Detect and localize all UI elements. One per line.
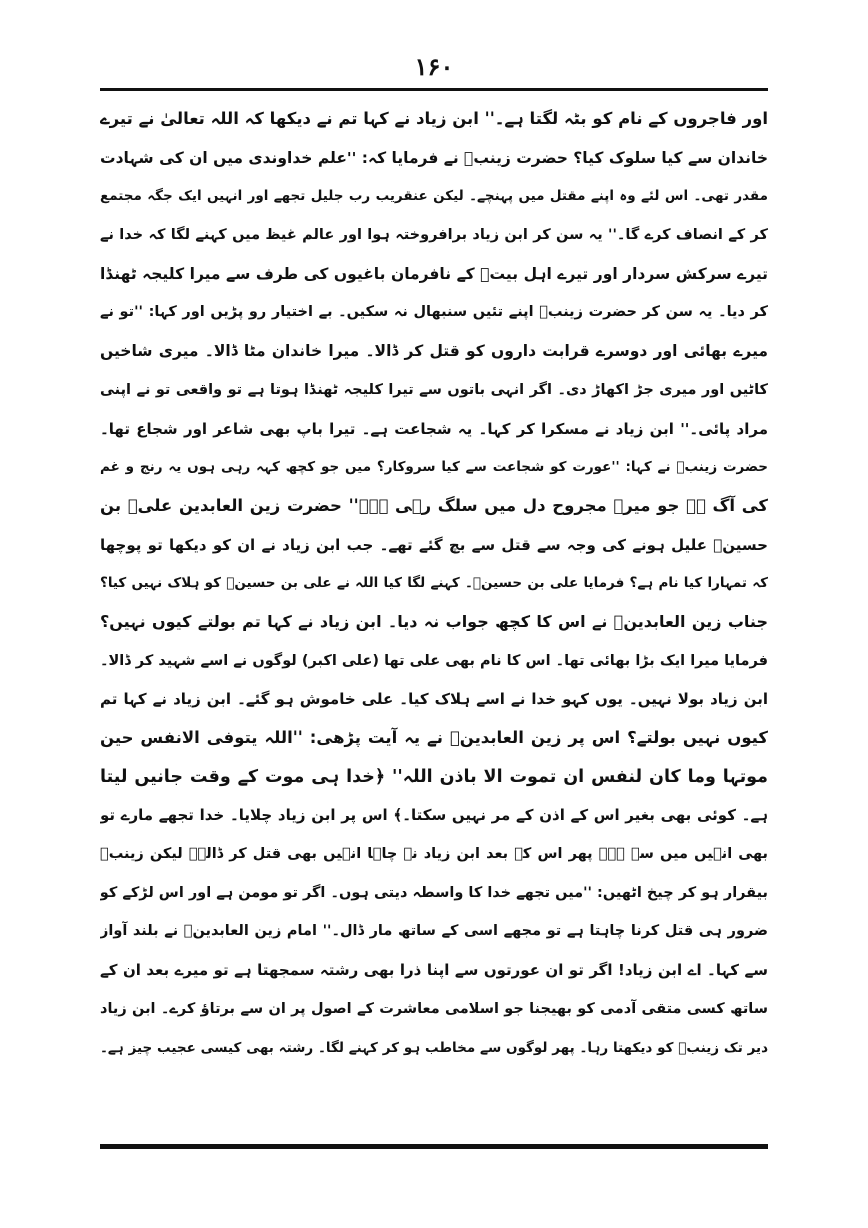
text-line: بھی انہیں میں سے ہے۔ پھر اس کے بعد ابن زیاد نے چاہا انہیں بھی قتل کر ڈالے۔ لیکن زینبؓ xyxy=(100,846,768,863)
text-line: کر کے انصاف کرے گا۔'' یہ سن کر ابن زیاد برافروختہ ہوا اور عالم غیظ میں کہنے لگا کہ خدا نے xyxy=(100,227,768,244)
footer-rule xyxy=(100,1144,768,1149)
text-line: فرمایا میرا ایک بڑا بھائی تھا۔ اس کا نام بھی علی تھا (علی اکبر) لوگوں نے اسے شہید کر ڈالا۔ xyxy=(100,652,768,669)
text-line: موتہا وما کان لنفس ان تموت الا باذن اللہ'' ﴿خدا ہی موت کے وقت جانیں لیتا xyxy=(100,766,768,787)
page-number: ۱۶۰ xyxy=(414,52,454,81)
text-line: کر دیا۔ یہ سن کر حضرت زینبؓ اپنے تئیں سنبھال نہ سکیں۔ بے اختیار رو پڑیں اور کہا: ''تو نے xyxy=(100,304,768,321)
text-line: مقدر تھی۔ اس لئے وہ اپنے مقتل میں پہنچے۔ لیکن عنقریب رب جلیل تجھے اور انہیں ایک جگہ مجتمع xyxy=(100,188,768,205)
text-line: ضرور ہی قتل کرنا چاہتا ہے تو مجھے اسی کے ساتھ مار ڈال۔'' امام زین العابدینؓ نے بلند آواز xyxy=(100,923,768,940)
text-line: سے کہا۔ اے ابن زیاد! اگر تو ان عورتوں سے اپنا ذرا بھی رشتہ سمجھتا ہے تو میرے بعد ان کے xyxy=(100,961,768,980)
text-line: ہے۔ کوئی بھی بغیر اس کے اذن کے مر نہیں سکتا۔﴾ اس پر ابن زیاد چلایا۔ خدا تجھے مارے تو xyxy=(100,806,768,825)
text-line: حضرت زینبؓ نے کہا: ''عورت کو شجاعت سے کیا سروکار؟ میں جو کچھ کہہ رہی ہوں یہ رنج و غم xyxy=(100,459,768,476)
text-line: خاندان سے کیا سلوک کیا؟ حضرت زینبؓ نے فرمایا کہ: ''علم خداوندی میں ان کی شہادت xyxy=(100,148,768,167)
header-rule xyxy=(100,88,768,91)
text-line: میرے بھائی اور دوسرے قرابت داروں کو قتل کر ڈالا۔ میرا خاندان مٹا ڈالا۔ میری شاخیں xyxy=(100,342,768,361)
text-line: کی آگ ہے جو میرے مجروح دل میں سلگ رہی ہے۔'' حضرت زین العابدین علیؓ بن xyxy=(100,495,768,515)
body-text xyxy=(100,100,768,1067)
text-line: دیر تک زینبؓ کو دیکھتا رہا۔ پھر لوگوں سے مخاطب ہو کر کہنے لگا۔ رشتہ بھی کیسی عجیب چیز ہے۔ xyxy=(100,1039,768,1056)
text-line: کاٹیں اور میری جڑ اکھاڑ دی۔ اگر انہی باتوں سے تیرا کلیجہ ٹھنڈا ہوتا ہے تو واقعی تو نے اپنی xyxy=(100,381,768,398)
text-line: ساتھ کسی متقی آدمی کو بھیجنا جو اسلامی معاشرت کے اصول پر ان سے برتاؤ کرے۔ ابن زیاد xyxy=(100,1000,768,1017)
text-line: اور فاجروں کے نام کو بٹہ لگتا ہے۔'' ابن زیاد نے کہا تم نے دیکھا کہ اللہ تعالیٰ نے تیرے xyxy=(100,109,768,128)
text-line: جناب زین العابدینؓ نے اس کا کچھ جواب نہ دیا۔ ابن زیاد نے کہا تم بولتے کیوں نہیں؟ xyxy=(100,611,768,631)
text-line: حسینؓ علیل ہونے کی وجہ سے قتل سے بچ گئے تھے۔ جب ابن زیاد نے ان کو دیکھا تو پوچھا xyxy=(100,535,768,554)
text-line: کیوں نہیں بولتے؟ اس پر زین العابدینؓ نے یہ آیت پڑھی: ''اللہ یتوفی الانفس حین xyxy=(100,728,768,747)
text-line: ابن زیاد بولا نہیں۔ یوں کہو خدا نے اسے ہلاک کیا۔ علی خاموش ہو گئے۔ ابن زیاد نے کہا تم xyxy=(100,690,768,709)
text-line: بیقرار ہو کر چیخ اٹھیں: ''میں تجھے خدا کا واسطہ دیتی ہوں۔ اگر تو مومن ہے اور اس لڑکے کو xyxy=(100,884,768,901)
text-line: تیرے سرکش سردار اور تیرے اہل بیتؓ کے نافرمان باغیوں کی طرف سے میرا کلیجہ ٹھنڈا xyxy=(100,264,768,283)
text-line: مراد پائی۔'' ابن زیاد نے مسکرا کر کہا۔ یہ شجاعت ہے۔ تیرا باپ بھی شاعر اور شجاع تھا۔ xyxy=(100,419,768,438)
text-line: کہ تمہارا کیا نام ہے؟ فرمایا علی بن حسینؓ۔ کہنے لگا کیا اللہ نے علی بن حسینؓ کو ہلاک نہیں کیا؟ xyxy=(100,575,768,592)
